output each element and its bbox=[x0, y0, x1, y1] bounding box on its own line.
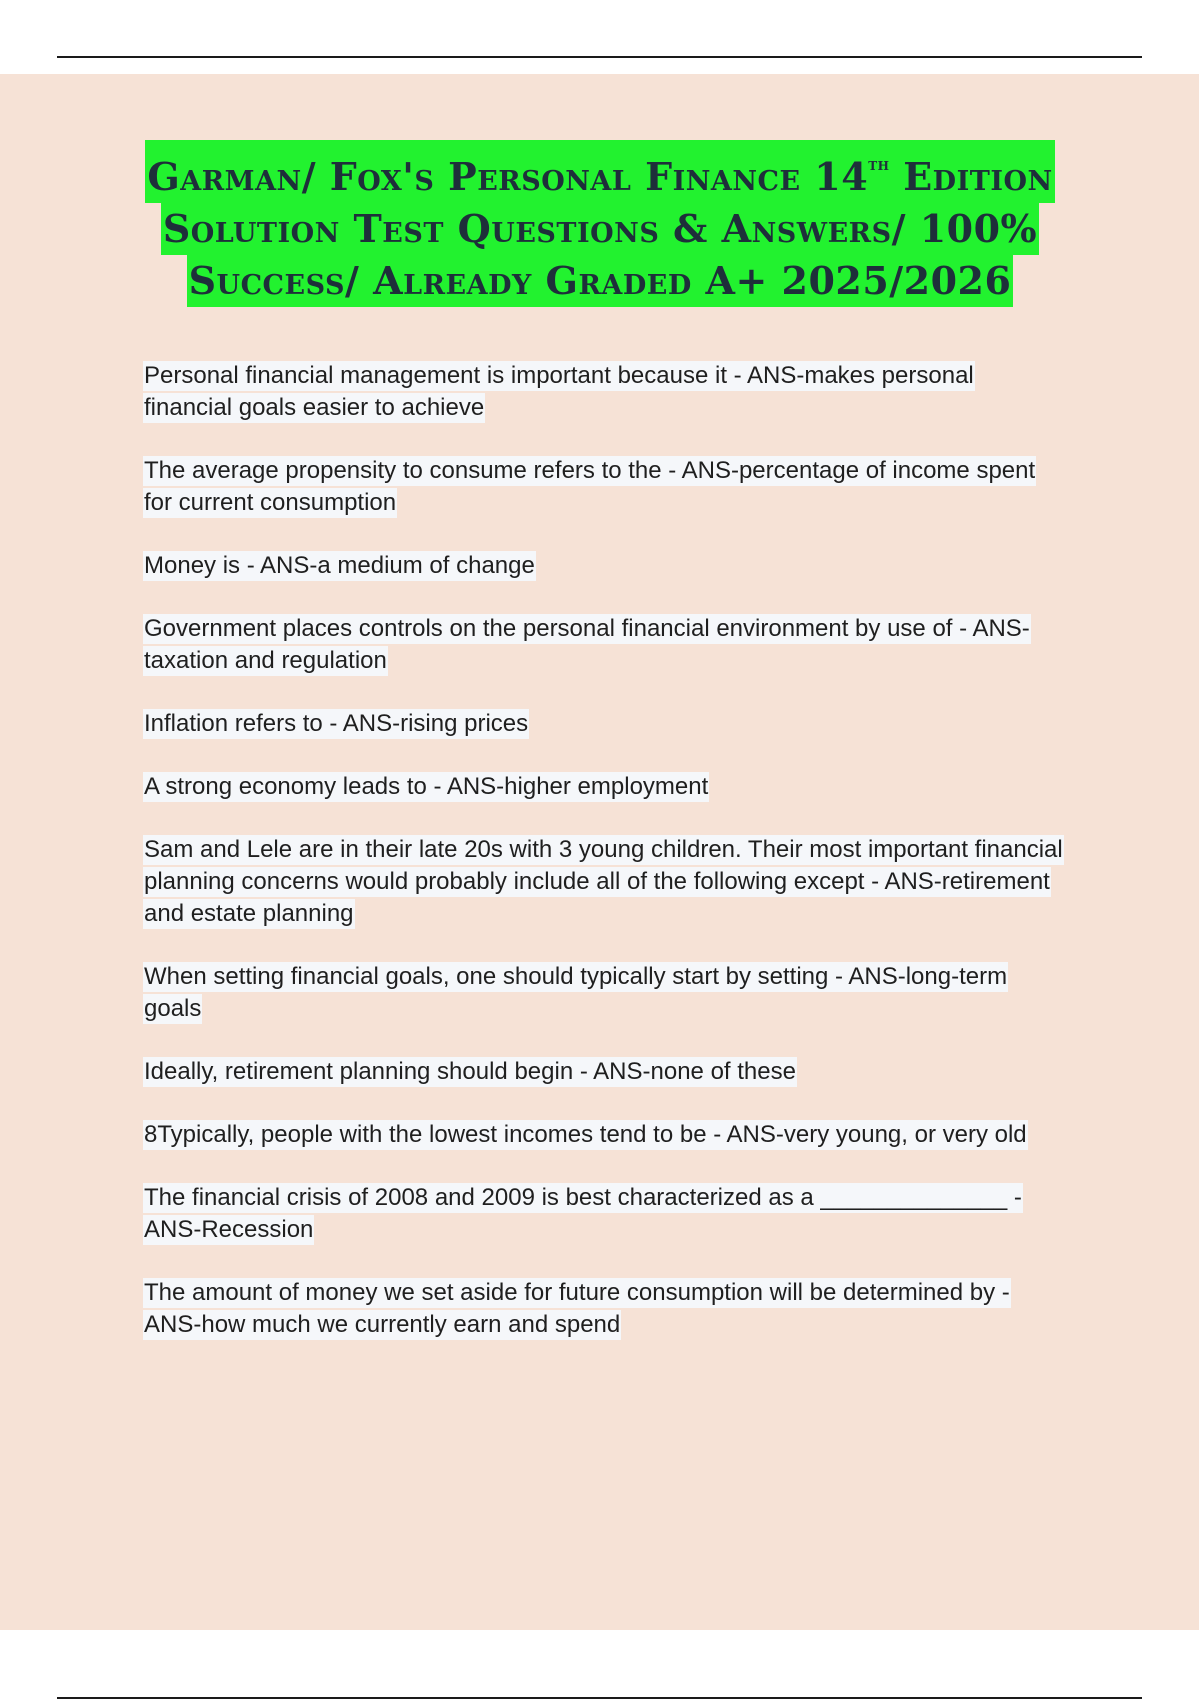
qa-item bbox=[143, 455, 1063, 519]
qa-text: Personal financial management is important because it - ANS-makes personal financial goals easier to achieve bbox=[144, 362, 974, 421]
qa-item bbox=[143, 613, 1063, 677]
qa-text: The financial crisis of 2008 and 2009 is best characterized as a ______________ - ANS-Recession bbox=[144, 1184, 1022, 1243]
title-line-2-text: Solution Test Questions & Answers/ 100% bbox=[162, 206, 1038, 251]
qa-item bbox=[143, 961, 1063, 1025]
qa-item bbox=[143, 708, 1063, 740]
title-line-2 bbox=[161, 203, 1039, 255]
qa-item bbox=[143, 771, 1063, 803]
qa-text: Money is - ANS-a medium of change bbox=[144, 552, 535, 579]
qa-text: Sam and Lele are in their late 20s with 3 young children. Their most important financial planning concerns would probably include all of the following except - ANS-retirement and estate planning bbox=[144, 836, 1063, 927]
qa-item bbox=[143, 834, 1063, 930]
title-line-3 bbox=[187, 255, 1014, 307]
title-line-3-text: Success/ Already Graded A+ 2025/2026 bbox=[188, 258, 1012, 303]
qa-text: The amount of money we set aside for future consumption will be determined by - ANS-how much we currently earn and spend bbox=[144, 1279, 1010, 1338]
qa-text: Ideally, retirement planning should begin - ANS-none of these bbox=[144, 1058, 796, 1085]
title-line-1-text: Garman/ Fox's Personal Finance 14 bbox=[147, 154, 869, 199]
qa-text: Government places controls on the personal financial environment by use of - ANS-taxation and regulation bbox=[144, 615, 1030, 674]
qa-text: The average propensity to consume refers to the - ANS-percentage of income spent for current consumption bbox=[144, 457, 1036, 516]
qa-item bbox=[143, 1119, 1063, 1151]
title-line-1 bbox=[145, 140, 1054, 203]
qa-text: 8Typically, people with the lowest incomes tend to be - ANS-very young, or very old bbox=[144, 1121, 1027, 1148]
qa-item bbox=[143, 360, 1063, 424]
qa-item bbox=[143, 1182, 1063, 1246]
qa-item bbox=[143, 1277, 1063, 1341]
qa-item bbox=[143, 1056, 1063, 1088]
qa-text: When setting financial goals, one should typically start by setting - ANS-long-term goals bbox=[144, 963, 1008, 1022]
title-line-1-tail: Edition bbox=[889, 154, 1053, 199]
top-rule bbox=[57, 56, 1142, 58]
qa-list bbox=[143, 360, 1063, 1372]
document-title bbox=[0, 140, 1200, 307]
qa-text: A strong economy leads to - ANS-higher employment bbox=[144, 773, 709, 800]
bottom-rule bbox=[57, 1697, 1142, 1699]
qa-item bbox=[143, 550, 1063, 582]
qa-text: Inflation refers to - ANS-rising prices bbox=[144, 710, 529, 737]
title-superscript: TH bbox=[868, 159, 890, 173]
